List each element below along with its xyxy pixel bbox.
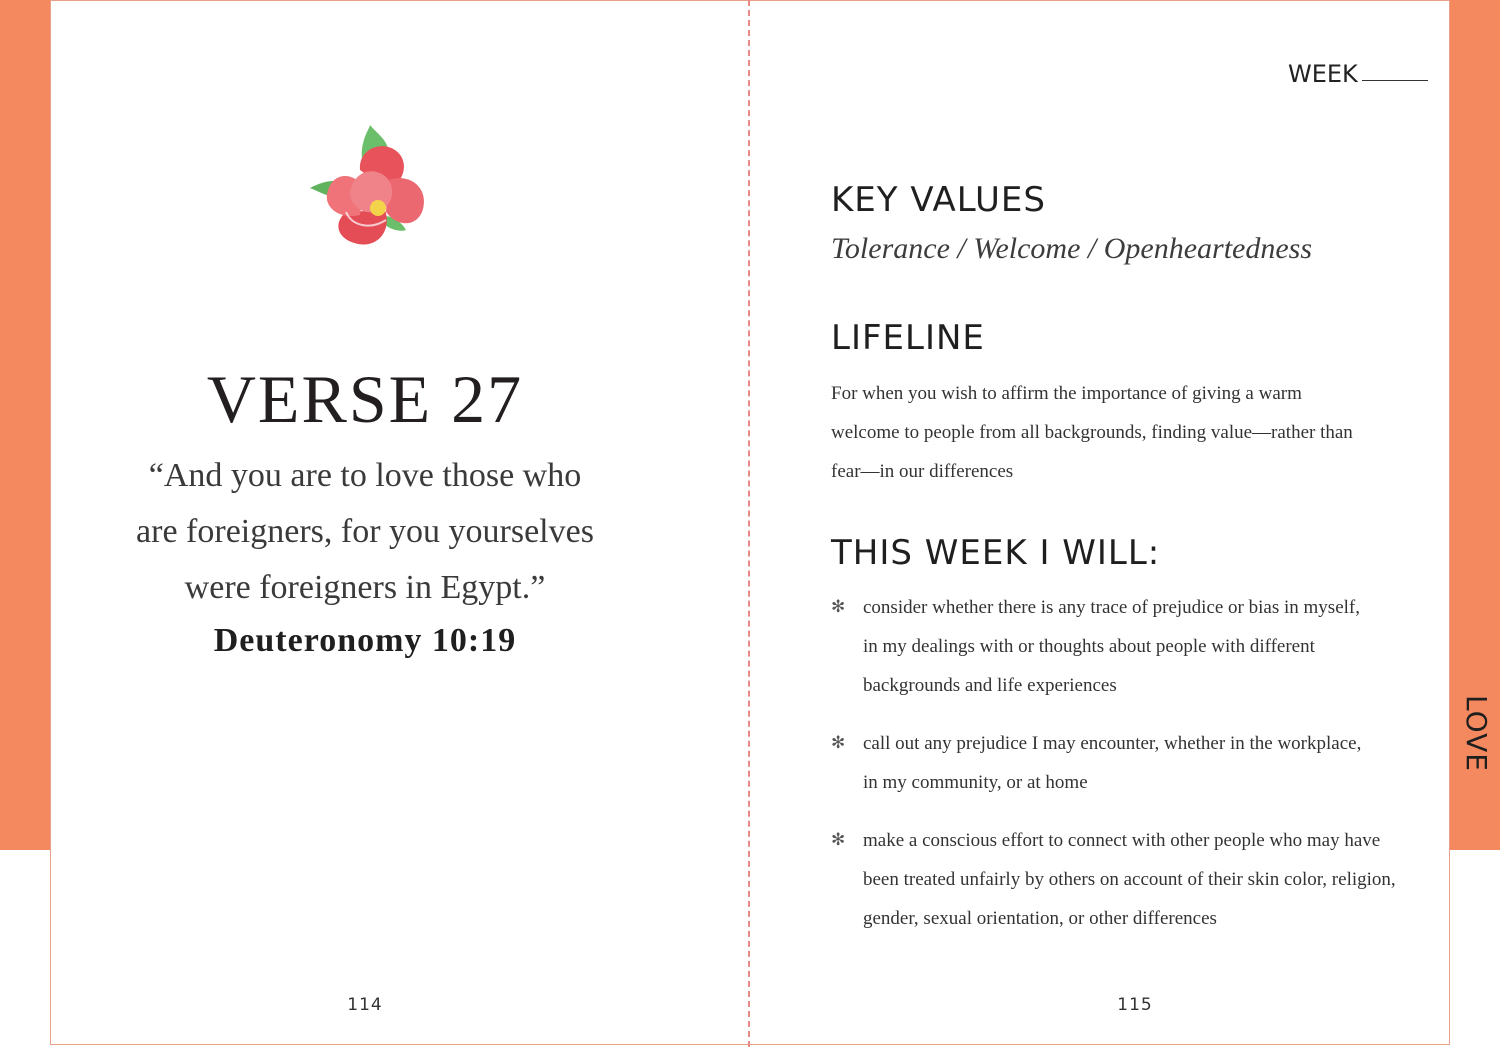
left-page-edge-tab bbox=[0, 0, 50, 850]
list-item-line: gender, sexual orientation, or other differences bbox=[863, 908, 1217, 929]
flower-illustration bbox=[300, 120, 435, 255]
lifeline-line: fear—in our differences bbox=[831, 461, 1014, 482]
list-item bbox=[831, 821, 1421, 938]
lifeline-line: For when you wish to affirm the importance of giving a warm bbox=[831, 383, 1302, 404]
key-values-heading: KEY VALUES bbox=[831, 180, 1046, 220]
quote-line: are foreigners, for you yourselves bbox=[136, 513, 594, 550]
list-item-line: been treated unfairly by others on account of their skin color, religion, bbox=[863, 869, 1396, 890]
quote-line: were foreigners in Egypt.” bbox=[184, 569, 546, 606]
list-item-line: make a conscious effort to connect with other people who may have bbox=[863, 830, 1381, 851]
key-values-text: Tolerance / Welcome / Openheartedness bbox=[831, 232, 1313, 265]
list-item-line: in my dealings with or thoughts about people with different bbox=[863, 636, 1315, 657]
list-item-line: consider whether there is any trace of prejudice or bias in myself, bbox=[863, 597, 1360, 618]
this-week-heading: THIS WEEK I WILL: bbox=[831, 533, 1161, 573]
petal-right bbox=[386, 178, 424, 223]
verse-title: VERSE 27 bbox=[206, 361, 524, 437]
verse-quote bbox=[115, 448, 615, 616]
week-fill-in-line bbox=[1362, 80, 1428, 81]
book-gutter bbox=[748, 0, 752, 1047]
list-item bbox=[831, 724, 1421, 802]
asterisk-bullet-icon: ✻ bbox=[831, 597, 846, 617]
lifeline-text bbox=[831, 374, 1401, 491]
lifeline-line: welcome to people from all backgrounds, finding value—rather than bbox=[831, 422, 1353, 443]
section-tab-label: LOVE bbox=[1460, 695, 1493, 772]
list-item-line: backgrounds and life experiences bbox=[863, 675, 1117, 696]
list-item-line: in my community, or at home bbox=[863, 772, 1088, 793]
page-number-right: 115 bbox=[1117, 995, 1153, 1015]
lifeline-heading: LIFELINE bbox=[831, 318, 985, 358]
this-week-list bbox=[831, 588, 1421, 938]
verse-reference: Deuteronomy 10:19 bbox=[213, 622, 517, 659]
list-item-line: call out any prejudice I may encounter, whether in the workplace, bbox=[863, 733, 1362, 754]
flower-center bbox=[370, 200, 386, 216]
quote-line: “And you are to love those who bbox=[148, 457, 582, 494]
page-number-left: 114 bbox=[347, 995, 383, 1015]
list-item bbox=[831, 588, 1421, 705]
asterisk-bullet-icon: ✻ bbox=[831, 733, 846, 753]
asterisk-bullet-icon: ✻ bbox=[831, 830, 846, 850]
week-label: WEEK bbox=[1288, 60, 1358, 88]
